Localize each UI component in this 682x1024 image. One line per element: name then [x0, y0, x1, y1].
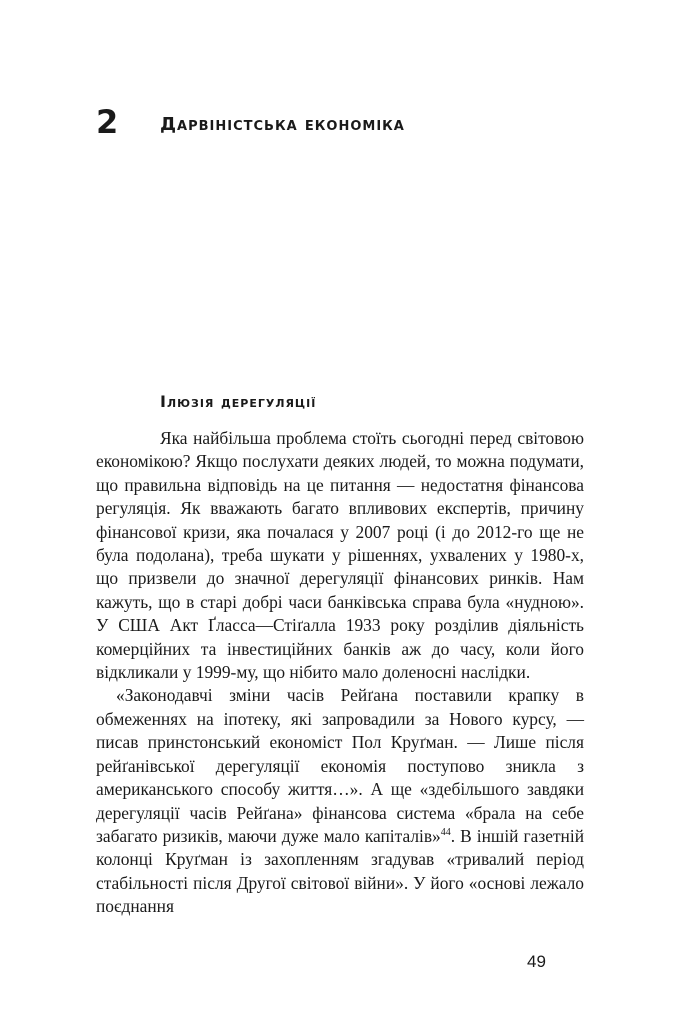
paragraph-1: Яка найбільша проблема стоїть сьогодні перед світовою економікою? Якщо послухати деяких людей, то можна подумати, що правильна відповідь на це питання — недостатня фінансова регуляція. Як вважають багато впливових експертів, причину фінансової кризи, яка почалася у 2007 році (і до 2012-го ще не була подолана), треба шукати у рішеннях, ухвалених у 1980-х, що призвели до значної дерегуляції фінансових ринків. Нам кажуть, що в старі добрі часи банківська справа була «нудною». У США Акт Ґласса—Стіґалла 1933 року розділив діяльність комерційних та інвестиційних банків аж до часу, коли його відкликали у 1999-му, що нібито мало доленосні наслідки. — [96, 428, 584, 683]
footnote-reference: 44 — [440, 827, 451, 839]
paragraph-2 — [96, 684, 584, 918]
chapter-title: Дарвіністська економіка — [160, 114, 405, 135]
section-title: Ілюзія дерегуляції — [160, 392, 317, 411]
body-text — [96, 427, 584, 919]
paragraph-2-text-b: . В іншій газетній колонці Круґман із захопленням згадував «тривалий період стабільності після Другої світової війни». У його «основі лежало поєднання — [96, 825, 584, 917]
chapter-number: 2 — [96, 103, 119, 141]
page-number: 49 — [527, 952, 546, 971]
paragraph-2-text-a: «Законодавчі зміни часів Рейґана поставили крапку в обмеженнях на іпотеку, які запровадили за Нового курсу, — писав принстонський економіст Пол Круґман. — Лише після рейґанівської дерегуляції економія поступово зникла з американського способу життя…». А ще «здебільшого завдяки дерегуляції часів Рейґана» фінансова система «брала на себе забагато ризиків, маючи дуже мало капіталів» — [96, 685, 584, 846]
